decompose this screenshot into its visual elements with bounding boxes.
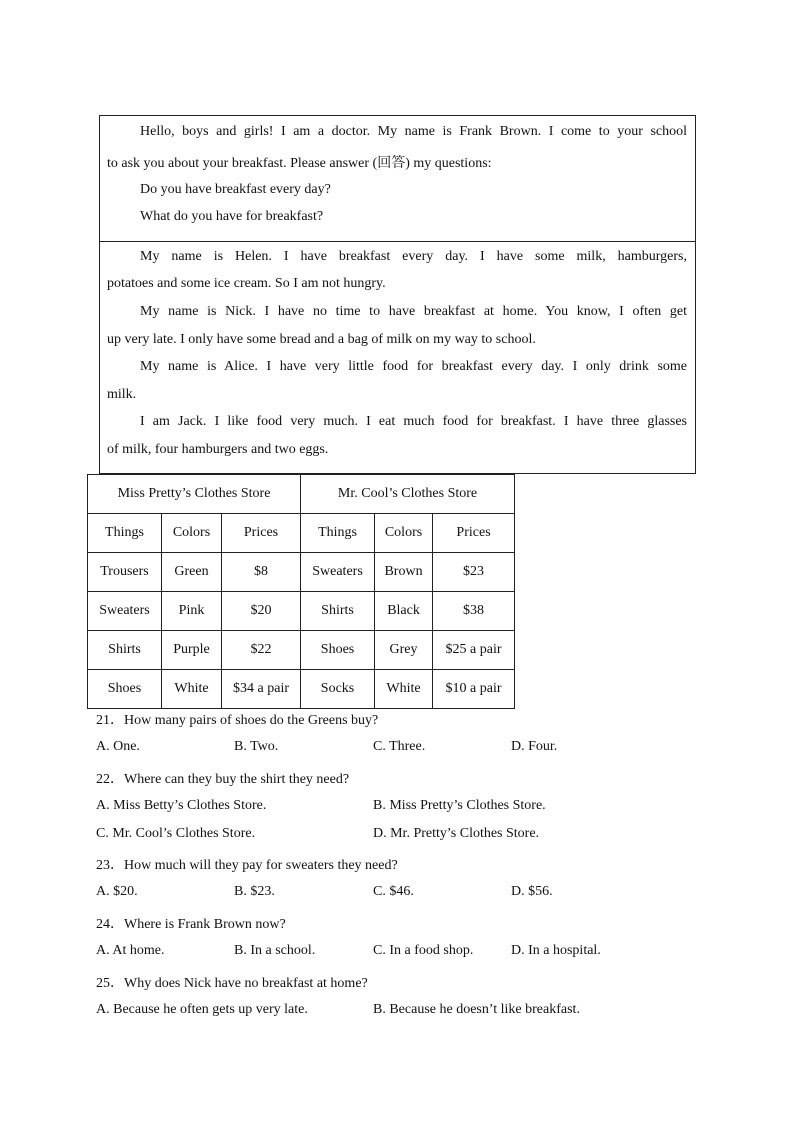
store-name-1: Miss Pretty’s Clothes Store xyxy=(88,475,301,514)
q25-option-a: A. Because he often gets up very late. xyxy=(96,1002,308,1017)
table-row xyxy=(88,670,515,709)
nick-line-2: up very late. I only have some bread and a bag of milk on my way to school. xyxy=(107,332,536,347)
table-cell: Sweaters xyxy=(88,592,162,631)
table-cell: Socks xyxy=(301,670,375,709)
col-header: Prices xyxy=(222,514,301,553)
q24-option-d: D. In a hospital. xyxy=(511,943,601,958)
question-21: 21．How many pairs of shoes do the Greens buy? xyxy=(96,713,379,728)
q21-option-a: A. One. xyxy=(96,739,140,754)
table-cell: $34 a pair xyxy=(222,670,301,709)
intro-line-1: Hello, boys and girls! I am a doctor. My name is Frank Brown. I come to your school xyxy=(140,124,687,139)
table-cell: Shoes xyxy=(88,670,162,709)
table-cell: $23 xyxy=(433,553,515,592)
q23-option-a: A. $20. xyxy=(96,884,138,899)
col-header: Things xyxy=(301,514,375,553)
clothes-price-table xyxy=(87,474,515,709)
q24-option-b: B. In a school. xyxy=(234,943,316,958)
alice-line-2: milk. xyxy=(107,387,137,402)
table-cell: $22 xyxy=(222,631,301,670)
answers-passage-box xyxy=(99,241,696,474)
alice-line-1: My name is Alice. I have very little food for breakfast every day. I only drink some xyxy=(140,359,687,374)
jack-line-1: I am Jack. I like food very much. I eat much food for breakfast. I have three glasses xyxy=(140,414,687,429)
q22-option-c: C. Mr. Cool’s Clothes Store. xyxy=(96,826,256,841)
intro-passage-box xyxy=(99,115,696,242)
q22-option-d: D. Mr. Pretty’s Clothes Store. xyxy=(373,826,540,841)
q21-option-d: D. Four. xyxy=(511,739,558,754)
q21-option-b: B. Two. xyxy=(234,739,279,754)
q23-option-d: D. $56. xyxy=(511,884,553,899)
table-cell: $25 a pair xyxy=(433,631,515,670)
table-cell: Sweaters xyxy=(301,553,375,592)
table-cell: Black xyxy=(375,592,433,631)
helen-line-2: potatoes and some ice cream. So I am not hungry. xyxy=(107,276,386,291)
intro-question-2: What do you have for breakfast? xyxy=(140,209,324,224)
table-cell: Trousers xyxy=(88,553,162,592)
q22-option-b: B. Miss Pretty’s Clothes Store. xyxy=(373,798,546,813)
table-row xyxy=(88,553,515,592)
question-23: 23．How much will they pay for sweaters they need? xyxy=(96,858,398,873)
table-row-headers xyxy=(88,514,515,553)
question-22: 22．Where can they buy the shirt they need? xyxy=(96,772,350,787)
nick-line-1: My name is Nick. I have no time to have breakfast at home. You know, I often get xyxy=(140,304,687,319)
col-header: Colors xyxy=(375,514,433,553)
q23-option-b: B. $23. xyxy=(234,884,275,899)
question-24: 24．Where is Frank Brown now? xyxy=(96,917,286,932)
intro-line-2: to ask you about your breakfast. Please answer (回答) my questions: xyxy=(107,156,492,171)
table-cell: Pink xyxy=(162,592,222,631)
col-header: Prices xyxy=(433,514,515,553)
table-cell: Brown xyxy=(375,553,433,592)
jack-line-2: of milk, four hamburgers and two eggs. xyxy=(107,442,329,457)
col-header: Colors xyxy=(162,514,222,553)
table-cell: Purple xyxy=(162,631,222,670)
table-row xyxy=(88,631,515,670)
question-25: 25．Why does Nick have no breakfast at home? xyxy=(96,976,368,991)
q24-option-a: A. At home. xyxy=(96,943,165,958)
table-cell: Shirts xyxy=(301,592,375,631)
table-row-stores xyxy=(88,475,515,514)
helen-line-1: My name is Helen. I have breakfast every day. I have some milk, hamburgers, xyxy=(140,249,687,264)
q23-option-c: C. $46. xyxy=(373,884,414,899)
table-cell: Shoes xyxy=(301,631,375,670)
q22-option-a: A. Miss Betty’s Clothes Store. xyxy=(96,798,267,813)
intro-question-1: Do you have breakfast every day? xyxy=(140,182,331,197)
table-cell: Shirts xyxy=(88,631,162,670)
table-cell: Green xyxy=(162,553,222,592)
q24-option-c: C. In a food shop. xyxy=(373,943,474,958)
table-cell: Grey xyxy=(375,631,433,670)
col-header: Things xyxy=(88,514,162,553)
table-cell: $38 xyxy=(433,592,515,631)
q25-option-b: B. Because he doesn’t like breakfast. xyxy=(373,1002,580,1017)
table-cell: $8 xyxy=(222,553,301,592)
q21-option-c: C. Three. xyxy=(373,739,426,754)
table-row xyxy=(88,592,515,631)
table-cell: $10 a pair xyxy=(433,670,515,709)
table-cell: $20 xyxy=(222,592,301,631)
table-cell: White xyxy=(162,670,222,709)
table-cell: White xyxy=(375,670,433,709)
store-name-2: Mr. Cool’s Clothes Store xyxy=(301,475,515,514)
